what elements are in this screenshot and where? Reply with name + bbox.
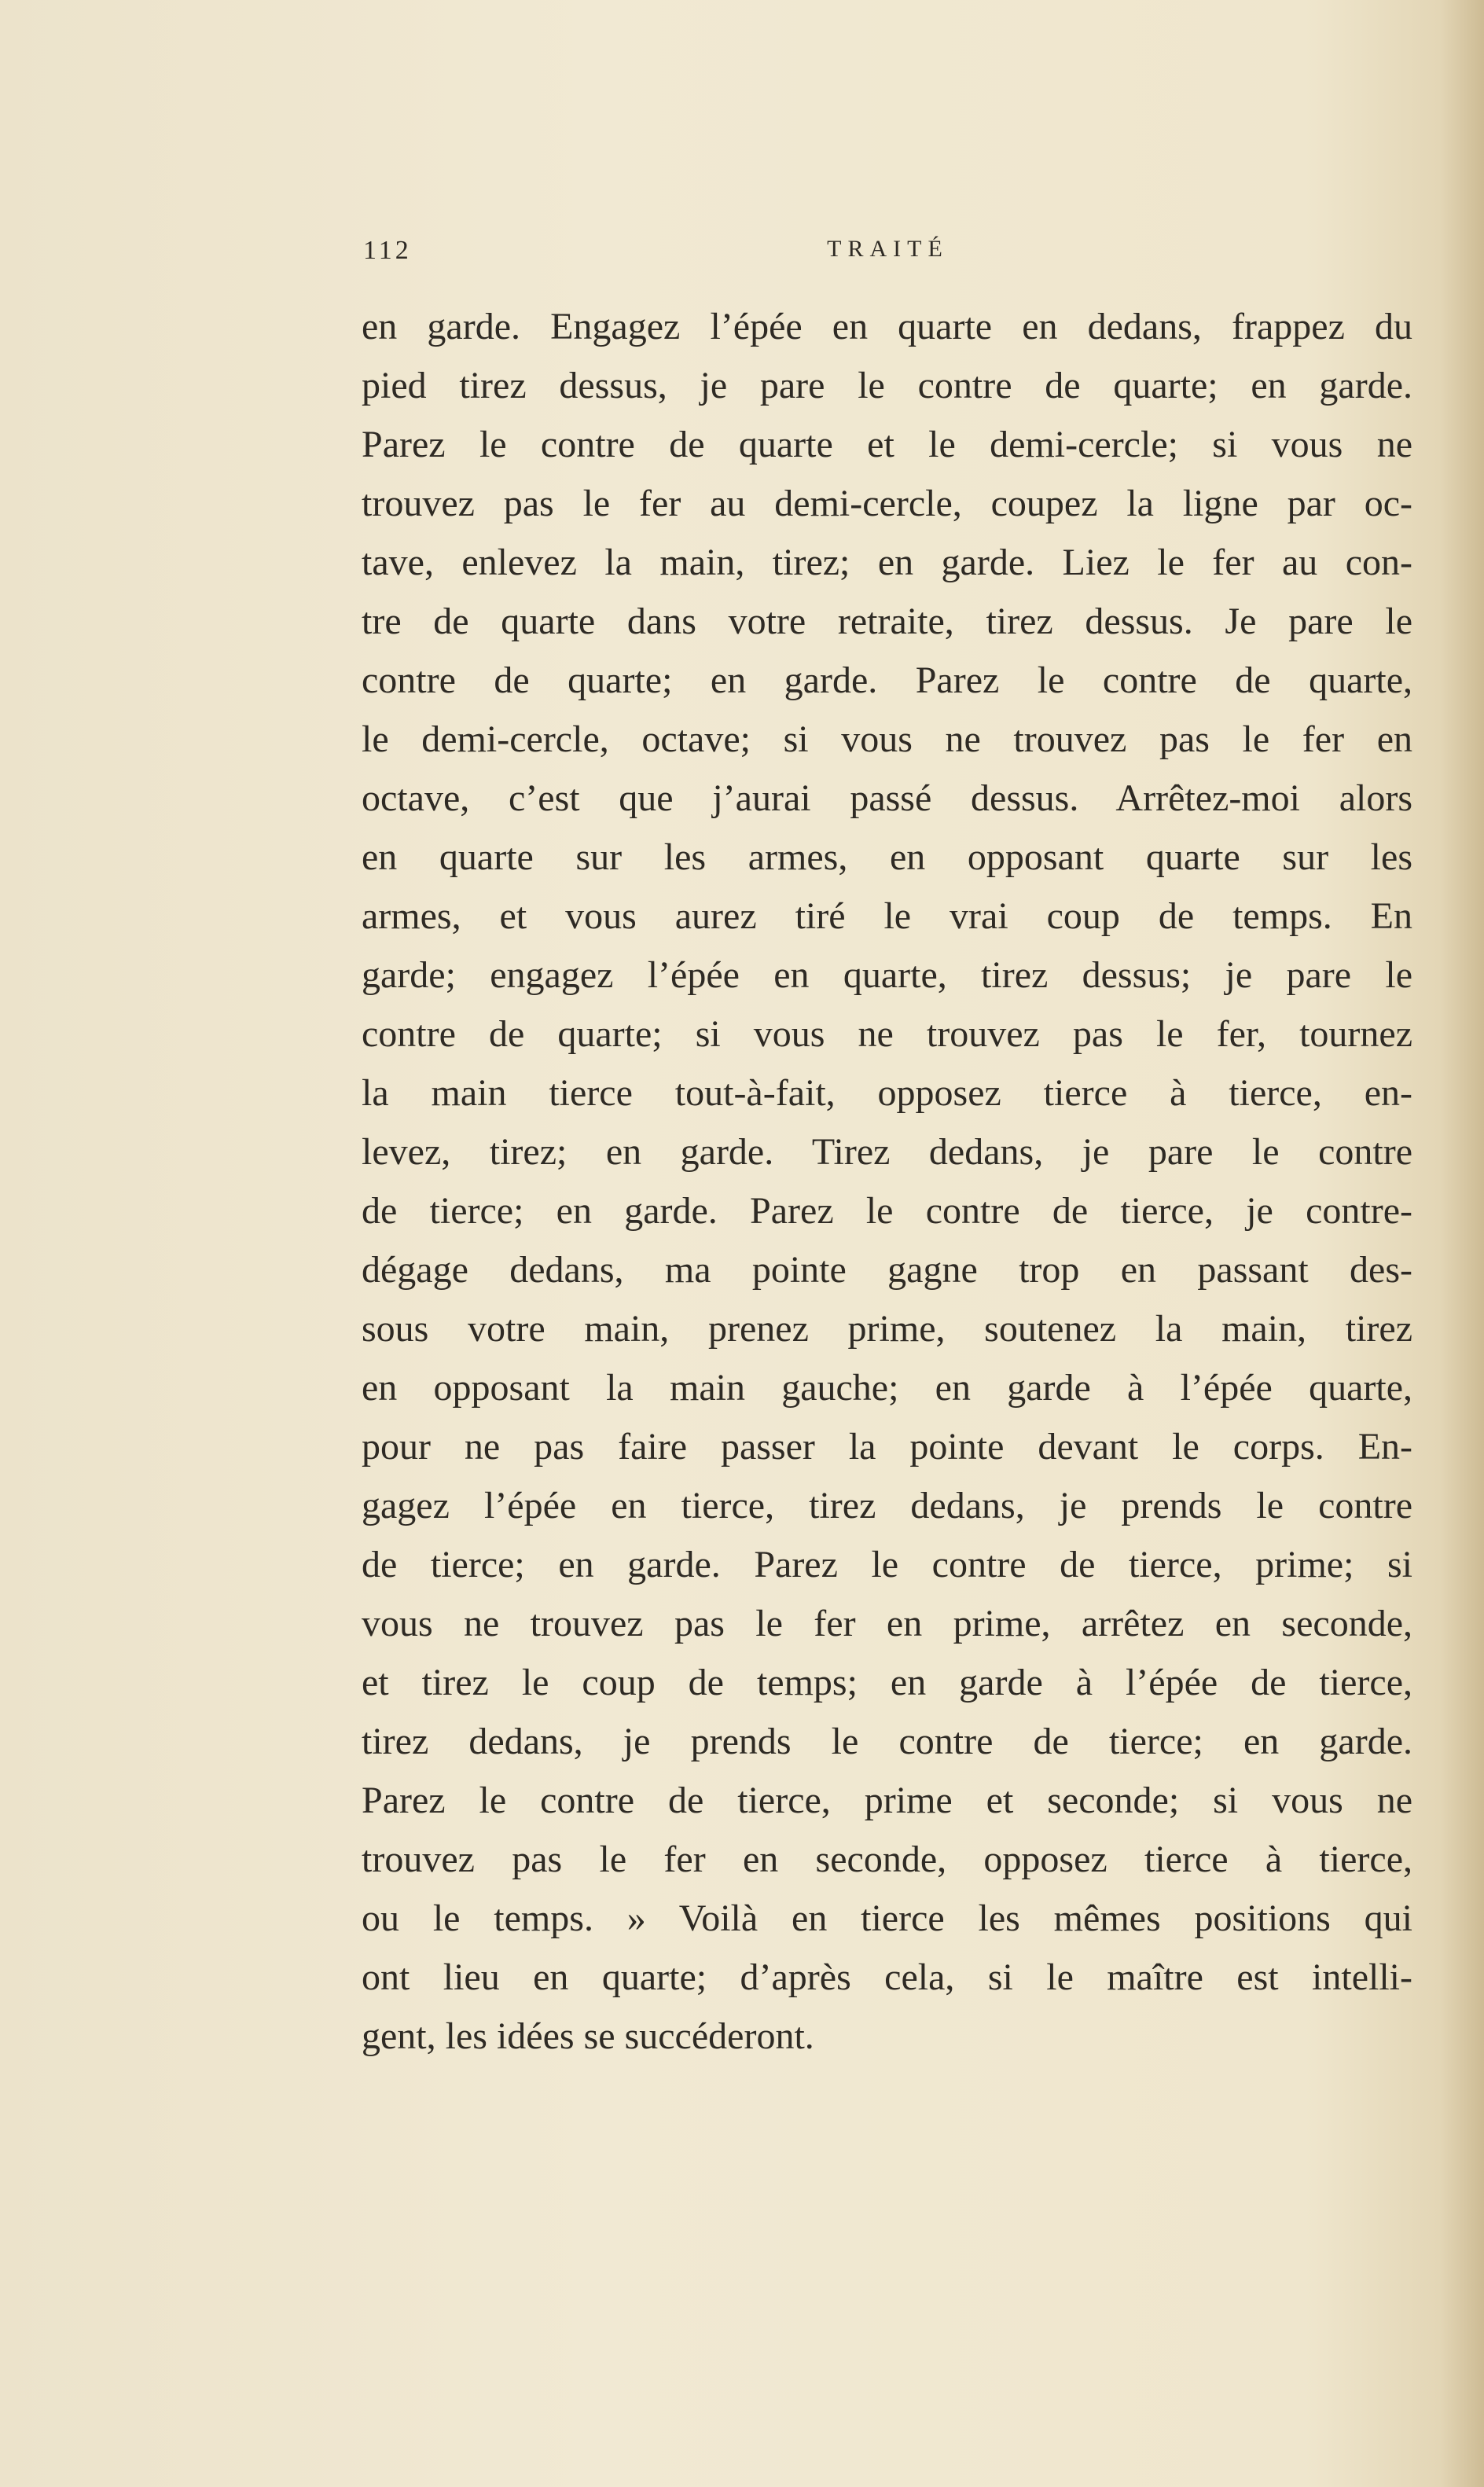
text-line: et tirez le coup de temps; en garde à l’épée de tierce, [362, 1662, 1412, 1703]
text-line: gent, les idées se succéderont. [362, 2015, 814, 2057]
text-line: en garde. Engagez l’épée en quarte en dedans, frappez du [362, 306, 1412, 347]
text-line: de tierce; en garde. Parez le contre de tierce, je contre- [362, 1190, 1412, 1232]
text-line: de tierce; en garde. Parez le contre de tierce, prime; si [362, 1544, 1412, 1585]
text-line: tre de quarte dans votre retraite, tirez dessus. Je pare le [362, 601, 1412, 642]
text-line: ou le temps. » Voilà en tierce les mêmes positions qui [362, 1897, 1412, 1939]
text-line: trouvez pas le fer en seconde, opposez tierce à tierce, [362, 1839, 1412, 1880]
text-line: garde; engagez l’épée en quarte, tirez dessus; je pare le [362, 954, 1412, 996]
text-line: Parez le contre de tierce, prime et seconde; si vous ne [362, 1780, 1412, 1821]
text-line: gagez l’épée en tierce, tirez dedans, je prends le contre [362, 1485, 1412, 1526]
text-line: tirez dedans, je prends le contre de tierce; en garde. [362, 1721, 1412, 1762]
page-body-text [362, 297, 1412, 2066]
text-line: tave, enlevez la main, tirez; en garde. Liez le fer au con- [362, 542, 1412, 583]
text-line: ont lieu en quarte; d’après cela, si le maître est intelli- [362, 1956, 1412, 1998]
text-line: en opposant la main gauche; en garde à l’épée quarte, [362, 1367, 1412, 1409]
text-line: trouvez pas le fer au demi-cercle, coupez la ligne par oc- [362, 483, 1412, 524]
text-line: levez, tirez; en garde. Tirez dedans, je pare le contre [362, 1131, 1412, 1173]
text-line: dégage dedans, ma pointe gagne trop en passant des- [362, 1249, 1412, 1291]
text-line: Parez le contre de quarte et le demi-cercle; si vous ne [362, 424, 1412, 465]
text-line: le demi-cercle, octave; si vous ne trouvez pas le fer en [362, 718, 1412, 760]
text-line: contre de quarte; si vous ne trouvez pas le fer, tournez [362, 1013, 1412, 1055]
running-head: TRAITÉ [827, 236, 949, 262]
text-line: contre de quarte; en garde. Parez le contre de quarte, [362, 659, 1412, 701]
page-header [363, 236, 1412, 275]
text-line: vous ne trouvez pas le fer en prime, arrêtez en seconde, [362, 1603, 1412, 1644]
text-line: sous votre main, prenez prime, soutenez la main, tirez [362, 1308, 1412, 1350]
text-line: la main tierce tout-à-fait, opposez tierce à tierce, en- [362, 1072, 1412, 1114]
text-line: octave, c’est que j’aurai passé dessus. Arrêtez-moi alors [362, 777, 1412, 819]
text-line: armes, et vous aurez tiré le vrai coup de temps. En [362, 895, 1412, 937]
page-number: 112 [363, 236, 412, 265]
text-line: pour ne pas faire passer la pointe devant le corps. En- [362, 1426, 1412, 1468]
text-line: en quarte sur les armes, en opposant quarte sur les [362, 836, 1412, 878]
text-line: pied tirez dessus, je pare le contre de quarte; en garde. [362, 365, 1412, 406]
